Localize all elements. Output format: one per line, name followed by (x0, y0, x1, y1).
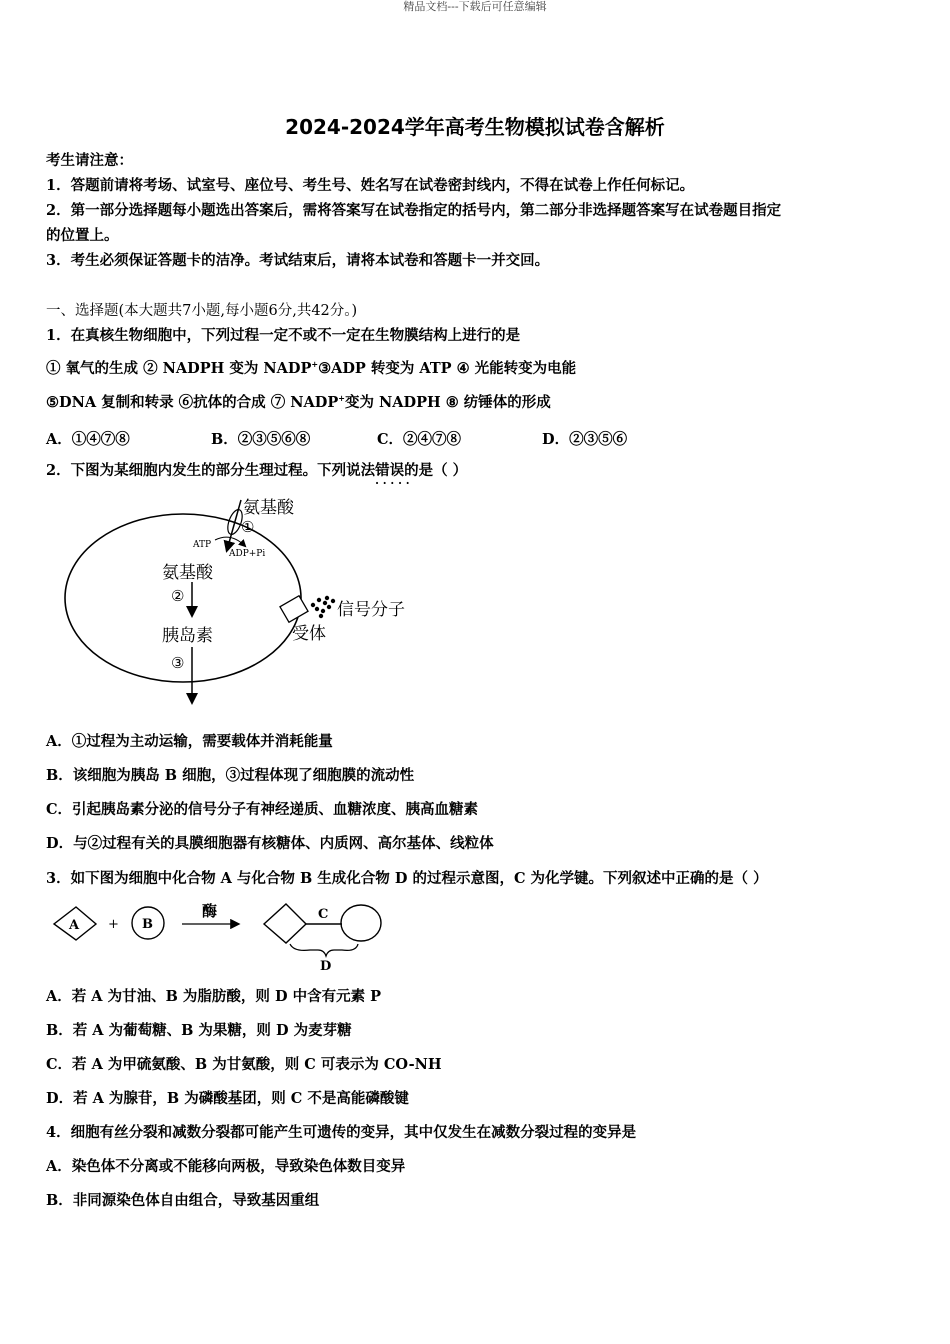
fig-a: A (69, 918, 80, 933)
q2-cell-diagram (55, 490, 435, 710)
fig-d: D (320, 959, 332, 973)
fig-enzyme: 酶 (202, 902, 218, 920)
signal-molecules (311, 596, 335, 618)
q2-option-c: C．引起胰岛素分泌的信号分子有神经递质、血糖浓度、胰高血糖素 (46, 801, 479, 818)
q2-stem-a: 2．下图为某细胞内发生的部分生理过程。下列说法 (46, 462, 376, 479)
notice-item-2: 2．第一部分选择题每小题选出答案后，需将答案写在试卷指定的括号内，第二部分非选择题答案写在试卷题目指定 (46, 202, 782, 219)
compound-d-diamond (264, 904, 306, 943)
q1-items-2a: ⑤DNA 复制和转录 ⑥抗体的合成 ⑦ NADP (46, 394, 339, 411)
q1-items-2sup: + (338, 393, 345, 404)
q3-option-d: D．若 A 为腺苷，B 为磷酸基团，则 C 不是高能磷酸键 (46, 1090, 409, 1107)
q3-option-c: C．若 A 为甲硫氨酸、B 为甘氨酸，则 C 可表示为 CO-NH (46, 1056, 442, 1073)
q2-option-d: D．与②过程有关的具膜细胞器有核糖体、内质网、高尔基体、线粒体 (46, 835, 494, 852)
fig-signal: 信号分子 (337, 600, 405, 620)
q2-stem-emphasis: 错误 · · (375, 462, 404, 479)
q4-option-a: A．染色体不分离或不能移向两极，导致染色体数目变异 (46, 1158, 406, 1175)
q2-option-b: B．该细胞为胰岛 B 细胞，③过程体现了细胞膜的流动性 (46, 767, 415, 784)
fig-insulin: 胰岛素 (162, 626, 213, 646)
q1-items-line1 (46, 360, 576, 378)
page-title: 2024-2024学年高考生物模拟试卷含解析 (285, 115, 665, 139)
q2-stem (46, 462, 467, 480)
notice-item-2-cont: 的位置上。 (46, 227, 119, 244)
fig-c: C (318, 907, 329, 922)
notice-item-1: 1．答题前请将考场、试室号、座位号、考生号、姓名写在试卷密封线内，不得在试卷上作任何标记。 (46, 177, 695, 194)
q1-items-2b: 变为 NADPH ⑧ 纺锤体的形成 (344, 394, 551, 411)
receptor-box (280, 596, 308, 623)
q1-stem: 1．在真核生物细胞中，下列过程一定不或不一定在生物膜结构上进行的是 (46, 327, 521, 344)
notice-heading: 考生请注意： (46, 152, 133, 169)
q4-stem: 4．细胞有丝分裂和减数分裂都可能产生可遗传的变异，其中仅发生在减数分裂过程的变异是 (46, 1124, 637, 1141)
d-brace (290, 944, 358, 956)
q1-option-b: B．②③⑤⑥⑧ (211, 431, 311, 448)
q1-option-a: A．①④⑦⑧ (46, 431, 130, 448)
q2-stem-b: 的是（ ） (404, 462, 468, 479)
fig-receptor: 受体 (292, 624, 326, 644)
q3-reaction-diagram (48, 898, 393, 973)
q1-items-1sup: + (311, 359, 319, 370)
q3-option-b: B．若 A 为葡萄糖、B 为果糖，则 D 为麦芽糖 (46, 1022, 352, 1039)
q3-stem: 3．如下图为细胞中化合物 A 与化合物 B 生成化合物 D 的过程示意图，C 为化学键。下列叙述中正确的是（ ） (46, 870, 768, 887)
section-heading: 一、选择题(本大题共7小题,每小题6分,共42分。) (46, 303, 358, 319)
notice-item-3: 3．考生必须保证答题卡的洁净。考试结束后，请将本试卷和答题卡一并交回。 (46, 252, 550, 269)
q3-option-a: A．若 A 为甘油、B 为脂肪酸，则 D 中含有元素 P (46, 988, 382, 1005)
page-header: 精品文档---下载后可任意编辑 (403, 0, 547, 13)
fig-atp: ATP (193, 540, 212, 550)
q4-option-b: B．非同源染色体自由组合，导致基因重组 (46, 1192, 320, 1209)
compound-d-circle (341, 905, 381, 941)
fig-aa-top: 氨基酸 (243, 498, 294, 518)
fig-b: B (142, 917, 153, 932)
q1-items-line2 (46, 394, 551, 412)
fig-adp: ADP+Pi (229, 549, 266, 559)
q1-items-1a: ① 氧气的生成 ② NADPH 变为 NADP (46, 360, 312, 377)
fig-step-2: ② (171, 587, 185, 605)
fig-plus: + (108, 917, 119, 932)
fig-step-3: ③ (171, 654, 185, 672)
q1-option-c: C．②④⑦⑧ (377, 431, 462, 448)
fig-step-1: ① (241, 518, 255, 536)
q1-items-1b: ③ADP 转变为 ATP ④ 光能转变为电能 (318, 360, 577, 377)
q2-option-a: A．①过程为主动运输，需要载体并消耗能量 (46, 733, 333, 750)
fig-aa-inside: 氨基酸 (162, 563, 213, 583)
q1-option-d: D．②③⑤⑥ (542, 431, 628, 448)
